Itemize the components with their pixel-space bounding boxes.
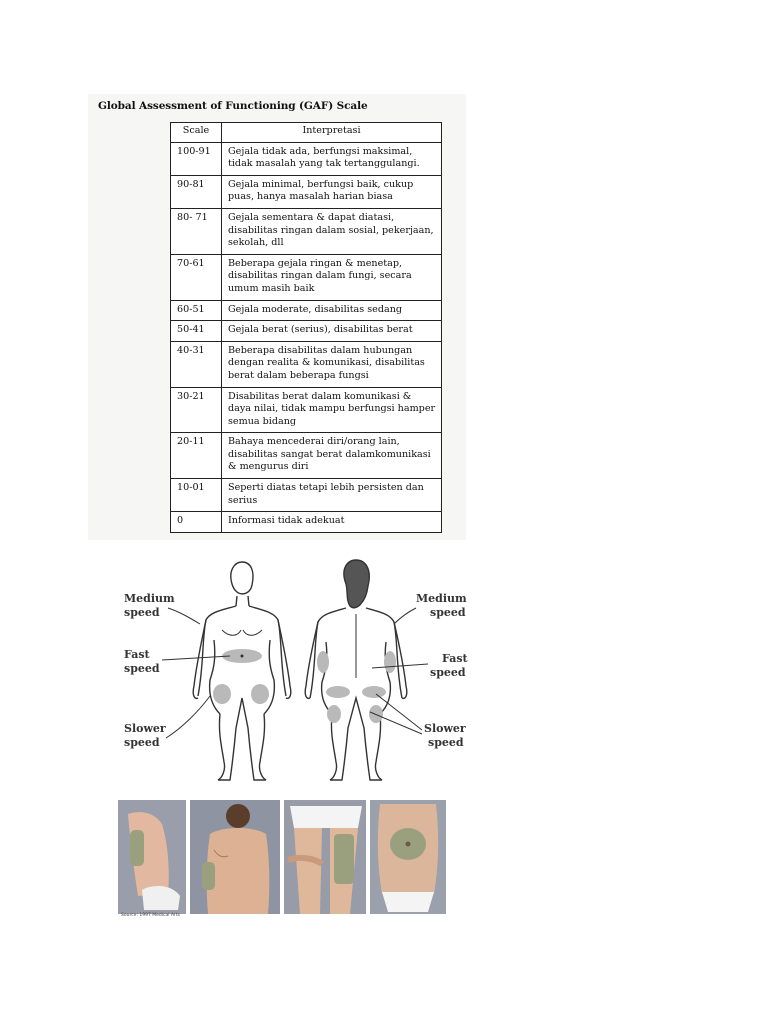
table-row xyxy=(171,142,442,175)
front-head xyxy=(231,562,253,594)
interpretasi-cell: Disabilitas berat dalam komunikasi & daya nilai, tidak mampu berfungsi hamper semua bidang xyxy=(222,387,442,433)
label-front-fast-speed: speed xyxy=(124,662,160,675)
front-chest-lines xyxy=(222,630,262,635)
column-header-interpretasi: Interpretasi xyxy=(222,123,442,143)
table-row xyxy=(171,387,442,433)
interpretasi-cell: Seperti diatas tetapi lebih persisten dan serius xyxy=(222,479,442,512)
navel xyxy=(241,655,244,658)
label-front-fast: Fast xyxy=(124,648,150,661)
table-row xyxy=(171,175,442,208)
interpretasi-cell: Bahaya mencederai diri/orang lain, disabilitas sangat berat dalamkomunikasi & mengurus diri xyxy=(222,433,442,479)
label-front-medium-speed: speed xyxy=(124,606,160,619)
back-left-arm-site xyxy=(317,651,329,673)
scale-cell: 40-31 xyxy=(171,341,222,387)
label-back-medium-speed: speed xyxy=(430,606,466,619)
front-left-thigh-site xyxy=(213,684,231,704)
back-right-arm-site xyxy=(384,651,396,673)
photo-credit: Source: 1997 Medical Arts xyxy=(121,913,180,918)
interpretasi-cell: Beberapa gejala ringan & menetap, disabilitas ringan dalam fungi, secara umum masih baik xyxy=(222,254,442,300)
table-row xyxy=(171,300,442,321)
label-back-slower-speed: speed xyxy=(428,736,464,749)
front-shaded-sites xyxy=(213,649,269,704)
label-front-slower-speed: speed xyxy=(124,736,160,749)
label-front-slower: Slower xyxy=(124,722,166,735)
table-header-row xyxy=(171,123,442,143)
scale-cell: 30-21 xyxy=(171,387,222,433)
scale-cell: 20-11 xyxy=(171,433,222,479)
scale-cell: 50-41 xyxy=(171,321,222,342)
scale-cell: 100-91 xyxy=(171,142,222,175)
page-title: Global Assessment of Functioning (GAF) Scale xyxy=(98,100,368,112)
back-right-buttock-site xyxy=(362,686,386,698)
scale-cell: 90-81 xyxy=(171,175,222,208)
table-row xyxy=(171,254,442,300)
table-row xyxy=(171,479,442,512)
scale-cell: 60-51 xyxy=(171,300,222,321)
label-back-fast-speed: speed xyxy=(430,666,466,679)
front-body-drawing xyxy=(193,562,291,780)
gaf-scale-table xyxy=(170,122,442,533)
scale-cell: 0 xyxy=(171,512,222,533)
photo-back-arm xyxy=(190,800,280,914)
interpretasi-cell: Informasi tidak adekuat xyxy=(222,512,442,533)
scale-cell: 80- 71 xyxy=(171,208,222,254)
label-front-medium: Medium xyxy=(124,592,175,605)
label-back-fast: Fast xyxy=(442,652,468,665)
interpretasi-cell: Beberapa disabilitas dalam hubungan dengan realita & komunikasi, disabilitas berat dalam beberapa fungsi xyxy=(222,341,442,387)
label-back-slower: Slower xyxy=(424,722,466,735)
table-row xyxy=(171,321,442,342)
back-left-buttock-site xyxy=(326,686,350,698)
table-row xyxy=(171,433,442,479)
interpretasi-cell: Gejala minimal, berfungsi baik, cukup puas, hanya masalah harian biasa xyxy=(222,175,442,208)
interpretasi-cell: Gejala tidak ada, berfungsi maksimal, tidak masalah yang tak tertanggulangi. xyxy=(222,142,442,175)
front-neck xyxy=(236,596,249,606)
scale-cell: 70-61 xyxy=(171,254,222,300)
interpretasi-cell: Gejala sementara & dapat diatasi, disabilitas ringan dalam sosial, pekerjaan, sekolah, dll xyxy=(222,208,442,254)
table-row xyxy=(171,512,442,533)
front-right-thigh-site xyxy=(251,684,269,704)
photo-thigh xyxy=(284,800,366,914)
back-head-hair xyxy=(344,560,369,608)
front-legs xyxy=(218,698,266,780)
injection-site-photos xyxy=(118,800,448,922)
injection-absorption-speed-figure xyxy=(110,558,496,784)
photo-abdomen xyxy=(370,800,446,914)
photo-upper-arm-front xyxy=(118,800,186,914)
interpretasi-cell: Gejala moderate, disabilitas sedang xyxy=(222,300,442,321)
back-left-thigh-site xyxy=(327,705,341,723)
column-header-scale: Scale xyxy=(171,123,222,143)
table-row xyxy=(171,341,442,387)
interpretasi-cell: Gejala berat (serius), disabilitas berat xyxy=(222,321,442,342)
scale-cell: 10-01 xyxy=(171,479,222,512)
label-back-medium: Medium xyxy=(416,592,467,605)
table-row xyxy=(171,208,442,254)
